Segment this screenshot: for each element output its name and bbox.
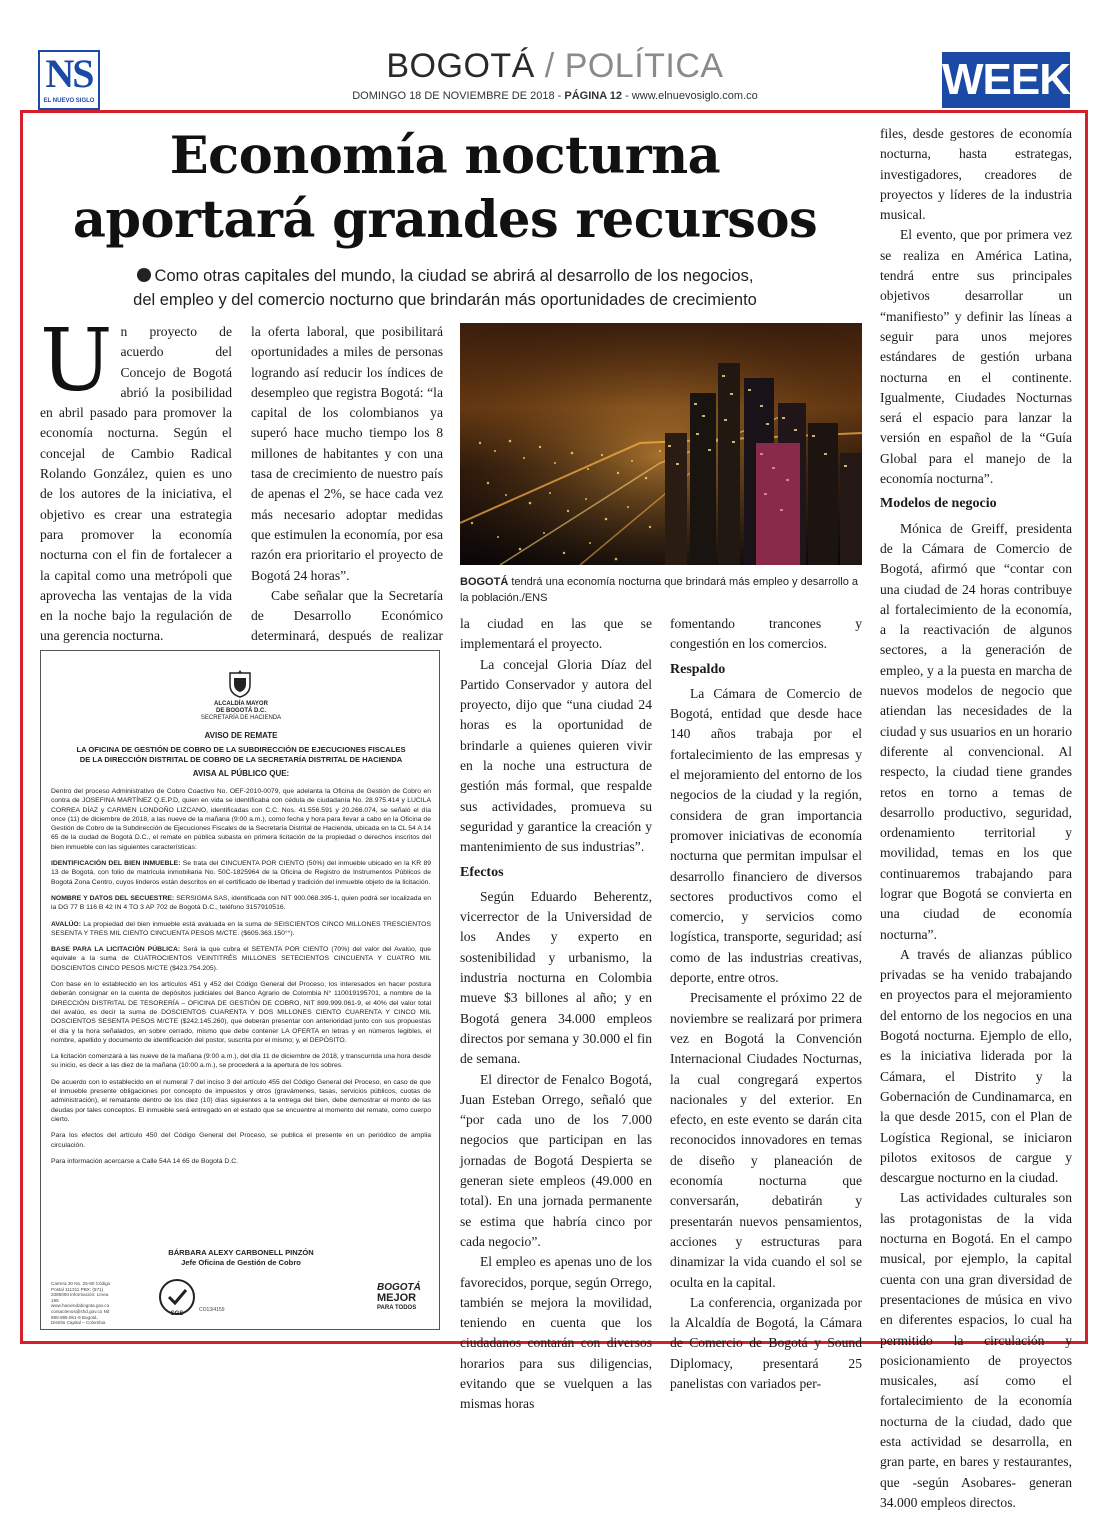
bullet-icon (137, 268, 151, 282)
city-night-photo (460, 323, 862, 565)
office-line: DE LA DIRECCIÓN DISTRITAL DE COBRO DE LA SECRETARÍA DISTRITAL DE HACIENDA (79, 755, 403, 764)
notice-announce: AVISA AL PÚBLICO QUE: (192, 769, 290, 778)
headline (30, 124, 860, 252)
notice-lead: NOMBRE Y DATOS DEL SECUESTRE: (51, 894, 175, 902)
notice-paragraph (51, 894, 431, 913)
section-name: BOGOTÁ (386, 47, 535, 85)
section-header (200, 44, 910, 88)
office-line: LA OFICINA DE GESTIÓN DE COBRO DE LA SUBDIRECCIÓN DE EJECUCIONES FISCALES (76, 745, 406, 754)
headline-line-1: Economía nocturna (169, 126, 721, 186)
week-badge: WEEK (942, 52, 1070, 108)
notice-paragraph: Para información acercarse a Calle 54A 14 65 de Bogotá D.C. (51, 1157, 239, 1165)
newspaper-logo[interactable] (38, 50, 100, 110)
paragraph: A través de alianzas público privadas se ha venido trabajando en proyectos para el mejoramiento del entorno de los negocios en una Bogotá nocturna. Ejemplo de ello, es la iniciativa liderada por la Cámara, el Distrito y la Gobernación de Cundinamarca, en la que desde 2015, con el Plan de Logística Regional, se iniciaron pilotos exitosos de cargue y descargue nocturno en la ciudad. (880, 946, 1072, 1186)
deck-line-1: Como otras capitales del mundo, la ciudad se abrirá al desarrollo de los negocios, (154, 267, 754, 285)
notice-body (51, 787, 431, 1173)
column-5 (880, 124, 1072, 1513)
page-folio (200, 90, 910, 102)
notice-text: SERSIGMA SAS, identificada con NIT 900.068.395-1, quien podrá ser localizada en la DG 77 B 116 B 42 IN 4 TO 3 AP 702 de Bogotá D.C., teléfono 3157910516. (51, 894, 431, 912)
brand-line: MEJOR (377, 1292, 417, 1304)
coat-of-arms-icon (225, 669, 255, 699)
notice-text: La propiedad del bien inmueble está avaluada en la suma de SEISCIENTOS CINCO MILLONES TRESCIENTOS SESENTA Y TRES MIL CIENTO CINCUENTA PESOS M/CTE. ($605.363.150°°). (51, 920, 431, 937)
notice-office (61, 745, 421, 765)
brand-line: PARA TODOS (377, 1305, 417, 1311)
deck (40, 264, 850, 312)
column-1 (40, 311, 232, 687)
section-separator: / (534, 47, 565, 85)
subhead-efectos: Efectos (460, 864, 504, 880)
paragraph: El director de Fenalco Bogotá, Juan Esteban Orrego, señaló que “por cada uno de los 7.000 negocios que participan en las jornadas de Bogotá Despierta se generan siete empleos (49.000 en total). En una jornada permanente se estima que habría cinco por cada negocio”. (460, 1071, 652, 1249)
caption-lead: BOGOTÁ (460, 576, 509, 588)
logo-mark: NS (45, 51, 93, 96)
entity-line: ALCALDÍA MAYOR (214, 701, 268, 707)
paragraph: n proyecto de acuerdo del Concejo de Bogotá abrió la posibilidad en abril pasado para promover la economía nocturna. Según el concejal de Cambio Radical Rolando González, quien es uno de los autores de la iniciativa, el objetivo es crear una estrategia para promover la economía nocturna con el fin de fortalecer a la capital como una metrópoli que aprovecha las ventajas de la vida en la noche bajo la regulación de una gerencia nocturna. (40, 324, 232, 644)
notice-paragraph: De acuerdo con lo establecido en el numeral 7 del inciso 3 del artículo 455 del Código General del Proceso, en caso de que el inmueble presente obligaciones por concepto de impuestos y otros (gravámenes, tasas, servicios públicos, cuotas de administración), el rematante dentro de los diez (10) días siguientes a la entrega del bien, debe demostrar el monto de las deudas por tales conceptos. El inmueble será entregado en el estado que se encuentre al momento del remate, como cuerpo cierto. (51, 1078, 431, 1123)
paragraph: El evento, que por primera vez se realiza en América Latina, tendrá entre sus principales objetivos desarrollar un “manifiesto” y definir las líneas a seguir para unos mejores estándares de gestión urbana nocturna en el continente. Igualmente, Ciudades Nocturnas será el espacio para lanzar la versión en español de la “Guía Global para el manejo de la economía nocturna”. (880, 227, 1072, 487)
column-2 (251, 322, 443, 667)
notice-paragraph (51, 920, 431, 939)
paragraph: Mónica de Greiff, presidenta de la Cámara de Comercio de Bogotá, afirmó que “contar con una ciudad de 24 horas contribuye al fortalecimiento de la economía, a la reactivación de algunos sectores, a la generación de empleo, y a la puesta en marcha de nuevos modelos de negocio que atiendan las necesidades de la ciudad y sus usuarios en un horario diferente al convencional. Al respecto, la ciudad tiene grandes retos en torno a temas de desarrollo productivo, seguridad, ordenamiento territorial y movilidad, temas en los que continuaremos trabajando para lograr que Bogotá se convierta en una ciudad de economía nocturna”. (880, 520, 1072, 942)
brand-line: BOGOTÁ (377, 1282, 421, 1293)
caption-text: tendrá una economía nocturna que brindará más empleo y desarrollo a la población./ENS (460, 576, 859, 604)
photo-image (460, 323, 862, 565)
paragraph: Según Eduardo Beherentz, vicerrector de la Universidad de los Andes y experto en sostenibilidad y urbanismo, la industria nocturna en Colombia mueve $3 billones al año; y en Bogotá genera 34.000 empleos directos por semana y 30.000 el fin de semana. (460, 888, 652, 1067)
paragraph: La concejal Gloria Díaz del Partido Conservador y autora del proyecto, dijo que “una ciudad 24 horas es la oportunidad de brindarle a quienes quieren vivir en la noche una estructura de gestión más formal, que respalde sus actividades, promueva su seguridad y garantice la creación y mantenimiento de sus industrias”. (460, 656, 652, 855)
notice-paragraph: Dentro del proceso Administrativo de Cobro Coactivo No. OEF-2010-0079, que adelanta la Oficina de Gestión de Cobro en contra de JOSEFINA MARTÍNEZ Q.E.P.D, quien en vida se identificaba con cédula de ciudadanía No. 28.975.414 y LUCILA CORREA DÍAZ y CARMEN LONDOÑO LIZCANO, identificadas con C.C. Nos. 41.556.591 y 20.266.074, se señaló el día once (11) de diciembre de 2018, a las nueve de la mañana (9:00 a.m.), como fecha y hora para llevar a cabo en la Oficina de Gestión de Cobro de la Subdirección de Ejecuciones Fiscales de la Secretaría Distrital de Hacienda, ubicada en la CL 54 A 14 65 de la ciudad de Bogotá D.C., el remate en pública subasta en primera licitación de la propiedad o derechos inscritos del bien inmueble con las siguientes características: (51, 788, 431, 851)
paragraph: Cabe señalar que la Secretaría de Desarrollo Económico determinará, después de realizar (251, 587, 443, 644)
entity-line: DE BOGOTÁ D.C. (215, 708, 266, 714)
subhead-respaldo: Respaldo (670, 661, 726, 677)
paragraph: El empleo es apenas uno de los favorecidos, porque, según Orrego, también se mejora la movilidad, teniendo en cuenta que los ciudadanos contarán con diversos horarios para sus diligencias, evitando que se vuelquen a las mismas horas (460, 1254, 652, 1412)
signature-block (61, 1248, 421, 1268)
seal-code: CO13/4159 (199, 1307, 225, 1313)
paragraph: La conferencia, organizada por la Alcaldía de Bogotá, la Cámara de Comercio de Bogotá y Sound Diplomacy, presentará 25 panelistas con variados per- (670, 1294, 862, 1391)
paragraph: la oferta laboral, que posibilitará oportunidades a miles de personas logrando así reducir los índices de desempleo que registra Bogotá: “la capital de los colombianos ya superó hace mucho tiempo los 8 millones de habitantes y con una tasa de crecimiento de nuestro país de apenas el 2%, se hace cada vez más necesario adoptar medidas que estimulen la economía, por esa razón era prioritario el proyecto de Bogotá 24 horas”. (251, 324, 443, 583)
drop-cap: U (40, 311, 113, 411)
notice-paragraph (51, 859, 431, 887)
entity-line: SECRETARÍA DE HACIENDA (200, 715, 282, 721)
contact-info: Carrera 30 No. 25-90 Código Postal 111311 PBX: (571) 3385000 Información: Línea 195 www.haciendabogota.gov.co contactenos@shd.gov.co Nit 899.999.061-9 Bogotá, Distrito Capital – Colombia (51, 1281, 111, 1326)
paragraph: La Cámara de Comercio de Bogotá, entidad que desde hace 140 años trabaja por el fortalecimiento de las empresas y el mejoramiento del entorno de los negocios de la ciudad y la región, considera de gran importancia promover iniciativas de economía nocturna que permitan impulsar el desarrollo financiero de diversos sectores productivos como el comercio, y servicios como logística, transporte, seguridad; así como de las industrias creativas, deporte, entre otros. (670, 685, 862, 986)
notice-lead: IDENTIFICACIÓN DEL BIEN INMUEBLE: (51, 860, 181, 868)
notice-text: Se trata del CINCUENTA POR CIENTO (50%) del inmueble ubicado en la KR 89 13 de Bogotá, con folio de matrícula inmobiliaria No. 50C-1825964 de la Oficina de Registro de Instrumentos Públicos de Bogotá Zona Centro, cuyos linderos están descritos en el certificado de libertad y tradición del inmueble objeto de la licitación. (51, 860, 431, 886)
headline-line-2: aportará grandes recursos (72, 190, 818, 250)
deck-line-2: del empleo y del comercio nocturno que brindarán más oportunidades de crecimiento (133, 291, 757, 309)
subhead-modelos: Modelos de negocio (880, 496, 997, 512)
notice-paragraph: Para los efectos del artículo 450 del Código General del Proceso, se publica el presente en un periódico de amplia circulación. (51, 1132, 431, 1149)
seal-label: SGS (170, 1311, 184, 1317)
subsection-name: POLÍTICA (564, 47, 724, 85)
column-4 (670, 614, 862, 1394)
paragraph: fomentando trancones y congestión en los comercios. (670, 616, 862, 652)
legal-notice-ad (40, 650, 440, 1330)
issue-date: DOMINGO 18 DE NOVIEMBRE DE 2018 - (352, 90, 565, 102)
issuing-entity (161, 701, 321, 722)
logo-subtext: EL NUEVO SIGLO (43, 98, 95, 104)
notice-text: Será la que cubra el SETENTA POR CIENTO (70%) del valor del Avalúo, que equivale a la suma de CUATROCIENTOS VEINTITRÉS MILLONES SETECIENTOS CINCUENTA Y CUATRO MIL DOSCIENTOS CINCO PESOS M/CTE ($423.754.205). (51, 946, 431, 972)
paragraph: Precisamente el próximo 22 de noviembre se realizará por primera vez en Bogotá la Convención Internacional Ciudades Nocturnas, la cual congregará expertos nacionales y del exterior. En efecto, en este evento se darán cita reconocidos innovadores en temas de diseño y planeación de economía nocturna que conversarán, debatirán y presentarán nuevos pensamientos, acciones y estructuras para dinamizar la vida cuando el sol se oculta en la capital. (670, 990, 862, 1290)
notice-paragraph (51, 945, 431, 973)
paragraph: files, desde gestores de economía nocturna, hasta estrategas, investigadores, creadores de proyectos y líderes de la industria musical. (880, 126, 1072, 223)
page-number: PÁGINA 12 (564, 90, 623, 102)
notice-lead: BASE PARA LA LICITACIÓN PÚBLICA: (51, 946, 181, 954)
bogota-mejor-logo (377, 1283, 431, 1313)
notice-paragraph: Con base en lo establecido en los artículos 451 y 452 del Código General del Proceso, los interesados en hacer postura deberán consignar en la cuenta de depósitos judiciales del Banco Agrario de Colombia N° 110019195701, a nombre de la DIRECCIÓN DISTRITAL DE TESORERÍA – OFICINA DE GESTIÓN DE COBRO, NIT 899.999.061-9, el 40% del valor total del avalúo, es decir la suma de DOSCIENTOS CUARENTA Y DOS MILLONES CIENTO CUARENTA Y CINCO MIL DOSCIENTOS SESENTA PESOS M/CTE ($242.145.260), que deberán presentar con anterioridad junto con sus propuestas el día y la hora señalados, en sobre cerrado, mismo que debe contener LA OFERTA en letras y en números legibles, el nombre, apellido y documento de identificación del postor, suscrita por el mismo; y, el DEPÓSITO. (51, 981, 431, 1044)
certification-seal-icon (157, 1277, 197, 1317)
notice-paragraph: La licitación comenzará a las nueve de la mañana (9:00 a.m.), del día 11 de diciembre de 2018, y transcurrida una hora desde su inicio, es decir a las diez de la mañana (10:00 a.m.), se procederá a la apertura de los sobres. (51, 1053, 431, 1070)
paragraph: la ciudad en las que se implementará el proyecto. (460, 616, 652, 652)
paragraph: Las actividades culturales son las protagonistas de la vida nocturna en Bogotá. En el campo musical, por ejemplo, la capital cuenta con una gran diversidad de presentaciones de música en vivo en diferentes espacios, lo cual ha permitido la circulación y posicionamiento de proyectos musicales, así como el fortalecimiento de la economía nocturna de la ciudad, dado que esta actividad se desarrolla, en gran parte, en bares y restaurantes, que -según Asobares- generan 34.000 empleos directos. (880, 1190, 1072, 1510)
notice-title: AVISO DE REMATE (204, 731, 278, 740)
photo-caption (460, 574, 862, 606)
column-3 (460, 614, 652, 1415)
site-url: - www.elnuevosiglo.com.co (622, 90, 758, 102)
signer-role: Jefe Oficina de Gestión de Cobro (181, 1258, 301, 1267)
signer-name: BÁRBARA ALEXY CARBONELL PINZÓN (168, 1248, 314, 1257)
notice-lead: AVALÚO: (51, 920, 81, 928)
